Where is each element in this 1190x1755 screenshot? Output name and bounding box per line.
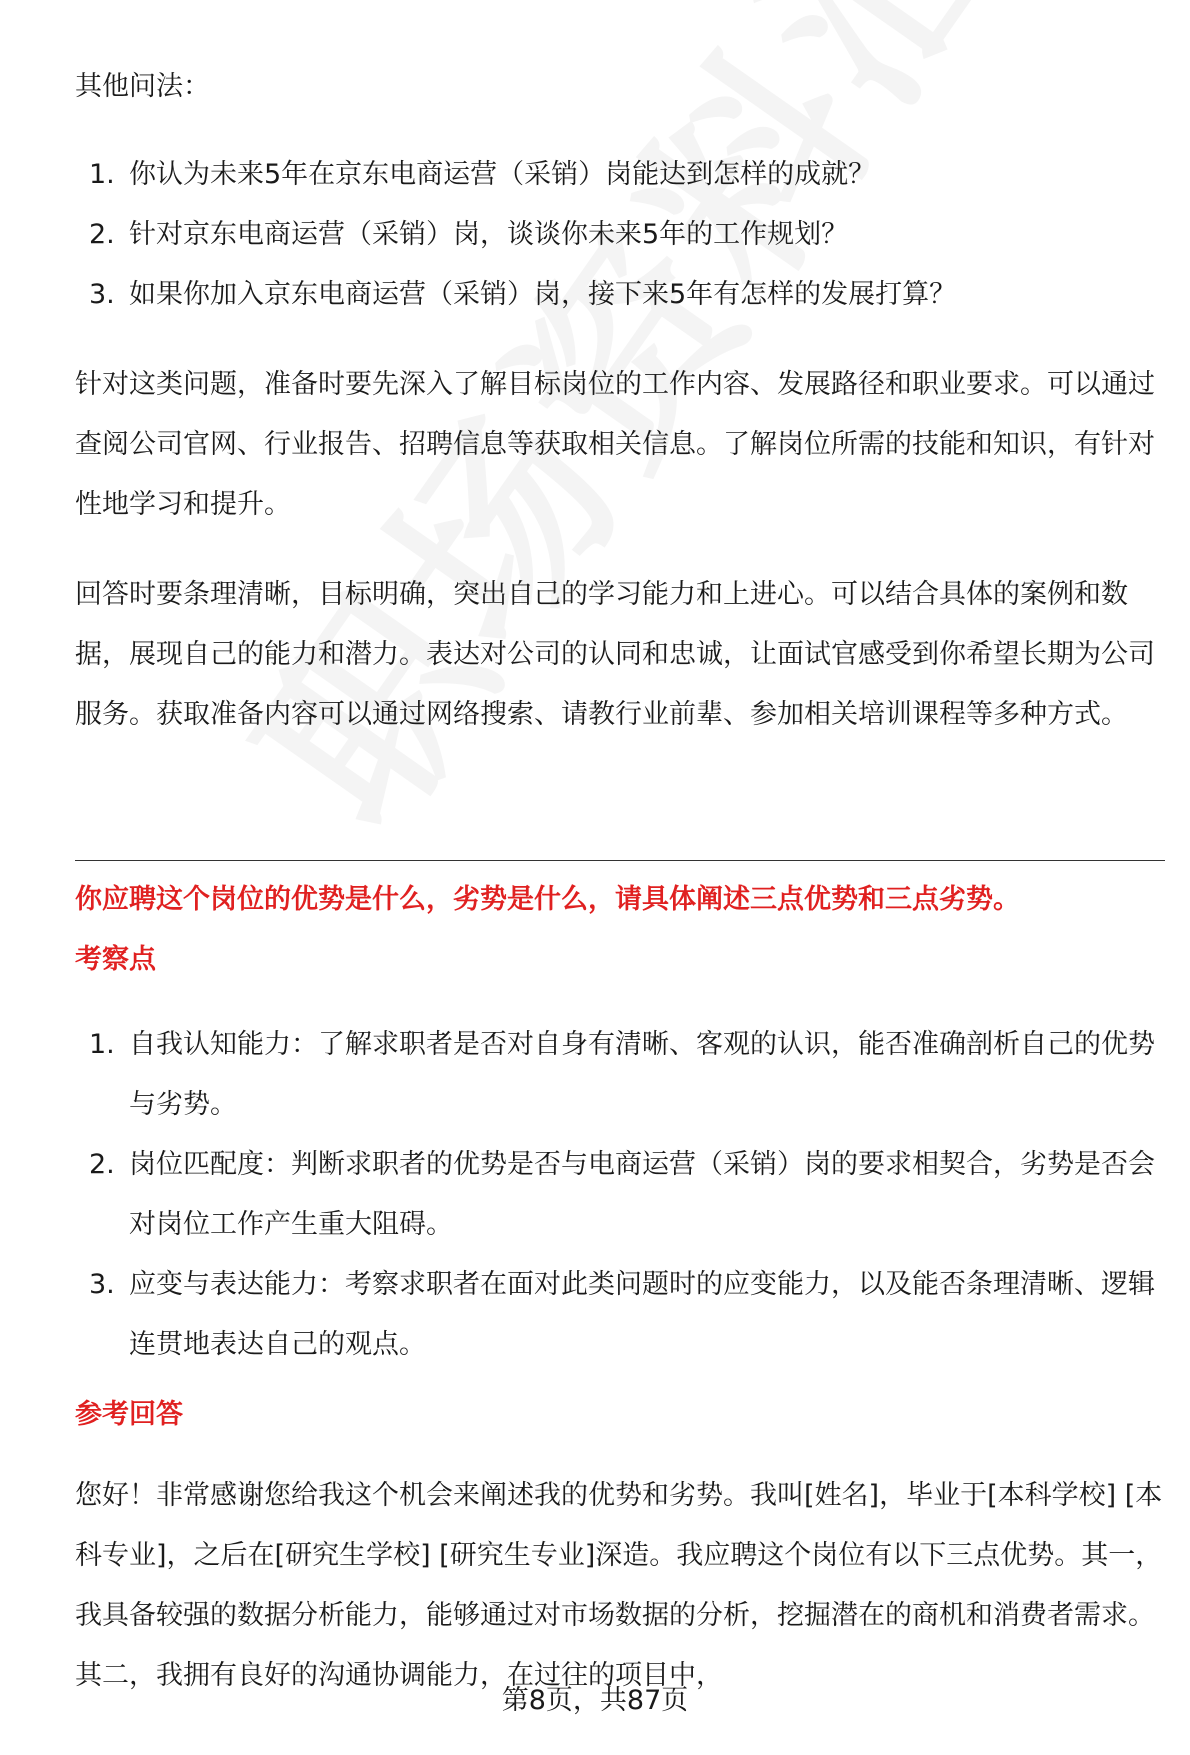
question-title: 你应聘这个岗位的优势是什么，劣势是什么，请具体阐述三点优势和三点劣势。 <box>75 884 1020 915</box>
exam-points-heading: 考察点 <box>75 944 156 975</box>
list-text: 如果你加入京东电商运营（采销）岗，接下来5年有怎样的发展打算？ <box>129 279 957 310</box>
list-item <box>75 1015 1165 1135</box>
other-questions-list <box>75 145 1165 325</box>
list-text: 针对京东电商运营（采销）岗，谈谈你未来5年的工作规划？ <box>129 219 849 250</box>
advice-paragraph-1: 针对这类问题，准备时要先深入了解目标岗位的工作内容、发展路径和职业要求。可以通过查阅公司官网、行业报告、招聘信息等获取相关信息。了解岗位所需的技能和知识，有针对性地学习和提升。 <box>75 369 1155 520</box>
list-text: 岗位匹配度：判断求职者的优势是否与电商运营（采销）岗的要求相契合，劣势是否会对岗位工作产生重大阻碍。 <box>129 1149 1155 1240</box>
reference-answer-paragraph: 您好！非常感谢您给我这个机会来阐述我的优势和劣势。我叫[姓名]，毕业于[本科学校] [本科专业]，之后在[研究生学校] [研究生专业]深造。我应聘这个岗位有以下三点优势。其一，我具备较强的数据分析能力，能够通过对市场数据的分析，挖掘潜在的商机和消费者需求。其二，我拥有良好的沟通协调能力，在过往的项目中， <box>75 1480 1163 1691</box>
page-footer: 第8页，共87页 <box>501 1685 689 1716</box>
list-number: 2. <box>89 219 115 250</box>
list-item <box>75 205 1165 265</box>
other-questions-label: 其他问法： <box>75 71 210 102</box>
list-item <box>75 265 1165 325</box>
list-item <box>75 1255 1165 1375</box>
list-item <box>75 1135 1165 1255</box>
list-number: 3. <box>89 279 115 310</box>
list-number: 2. <box>89 1149 115 1180</box>
list-text: 自我认知能力：了解求职者是否对自身有清晰、客观的认识，能否准确剖析自己的优势与劣势。 <box>129 1029 1155 1120</box>
list-item <box>75 145 1165 205</box>
reference-answer-heading: 参考回答 <box>75 1399 183 1430</box>
section-divider <box>75 860 1165 861</box>
exam-points-list <box>75 1015 1165 1375</box>
list-number: 3. <box>89 1269 115 1300</box>
list-number: 1. <box>89 1029 115 1060</box>
list-text: 你认为未来5年在京东电商运营（采销）岗能达到怎样的成就？ <box>129 159 876 190</box>
list-number: 1. <box>89 159 115 190</box>
advice-paragraph-2: 回答时要条理清晰，目标明确，突出自己的学习能力和上进心。可以结合具体的案例和数据，展现自己的能力和潜力。表达对公司的认同和忠诚，让面试官感受到你希望长期为公司服务。获取准备内容可以通过网络搜索、请教行业前辈、参加相关培训课程等多种方式。 <box>75 579 1155 730</box>
list-text: 应变与表达能力：考察求职者在面对此类问题时的应变能力，以及能否条理清晰、逻辑连贯地表达自己的观点。 <box>129 1269 1155 1360</box>
